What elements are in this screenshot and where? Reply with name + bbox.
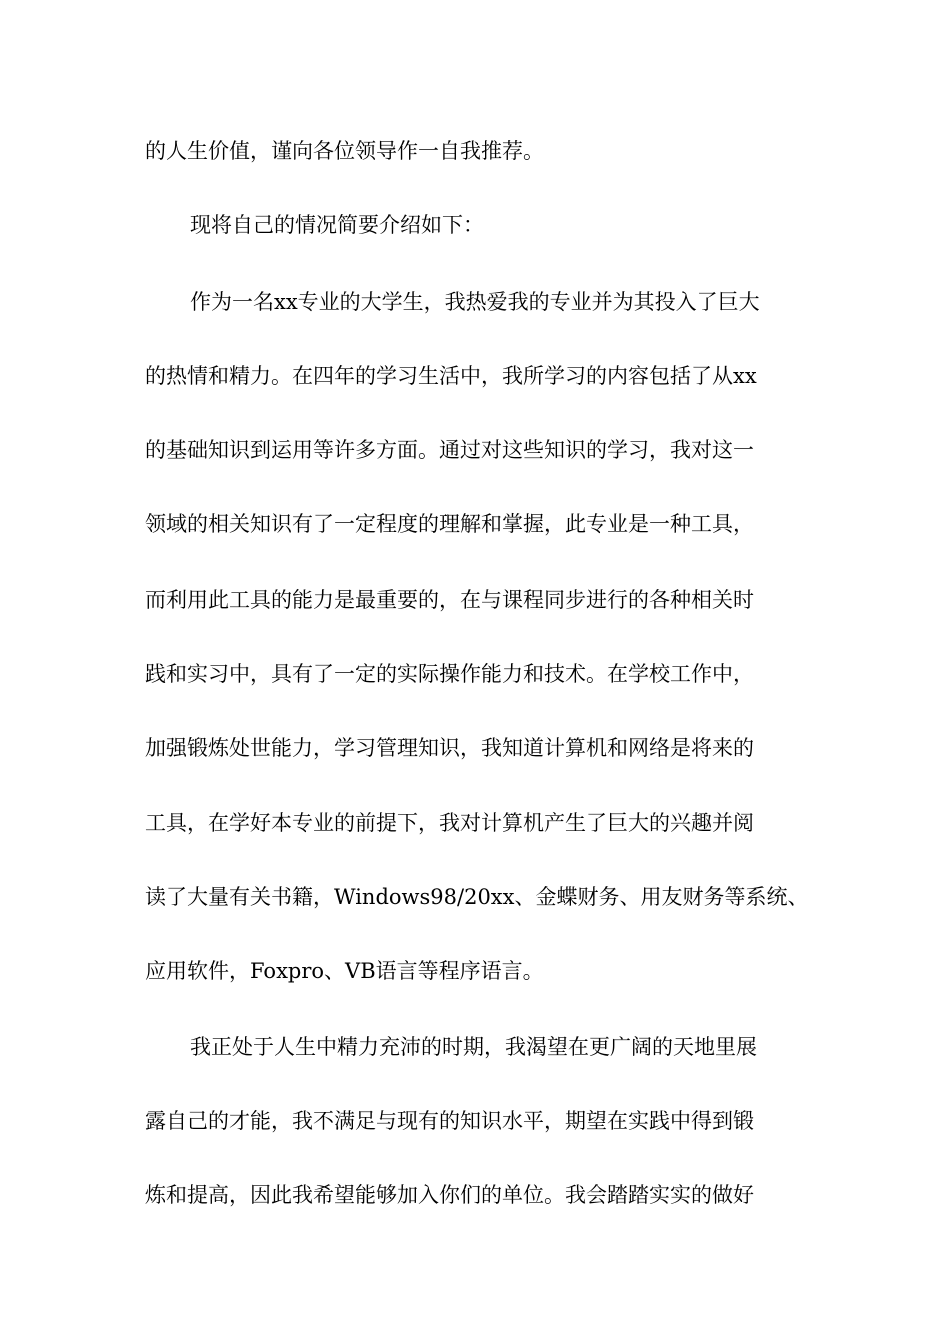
paragraph-line: 而利用此工具的能力是最重要的，在与课程同步进行的各种相关时 [145, 588, 754, 612]
paragraph-line: 工具，在学好本专业的前提下，我对计算机产生了巨大的兴趣并阅 [145, 811, 754, 835]
paragraph-line: 炼和提高，因此我希望能够加入你们的单位。我会踏踏实实的做好 [145, 1183, 754, 1207]
paragraph-line: 我正处于人生中精力充沛的时期，我渴望在更广阔的天地里展 [190, 1035, 757, 1059]
paragraph-line: 的人生价值，谨向各位领导作一自我推荐。 [145, 139, 544, 163]
paragraph-line: 读了大量有关书籍，Windows98/20xx、金蝶财务、用友财务等系统、 [145, 885, 809, 909]
paragraph-line: 领域的相关知识有了一定程度的理解和掌握，此专业是一种工具， [145, 512, 754, 536]
paragraph-line: 的热情和精力。在四年的学习生活中，我所学习的内容包括了从xx [145, 364, 757, 388]
paragraph-line: 加强锻炼处世能力，学习管理知识，我知道计算机和网络是将来的 [145, 736, 754, 760]
paragraph-line: 的基础知识到运用等许多方面。通过对这些知识的学习，我对这一 [145, 438, 754, 462]
paragraph-line: 作为一名xx专业的大学生，我热爱我的专业并为其投入了巨大 [190, 290, 760, 314]
paragraph-line: 现将自己的情况简要介绍如下： [190, 213, 484, 237]
paragraph-line: 践和实习中，具有了一定的实际操作能力和技术。在学校工作中， [145, 662, 754, 686]
paragraph-line: 应用软件，Foxpro、VB语言等程序语言。 [145, 959, 544, 983]
paragraph-line: 露自己的才能，我不满足与现有的知识水平，期望在实践中得到锻 [145, 1109, 754, 1133]
